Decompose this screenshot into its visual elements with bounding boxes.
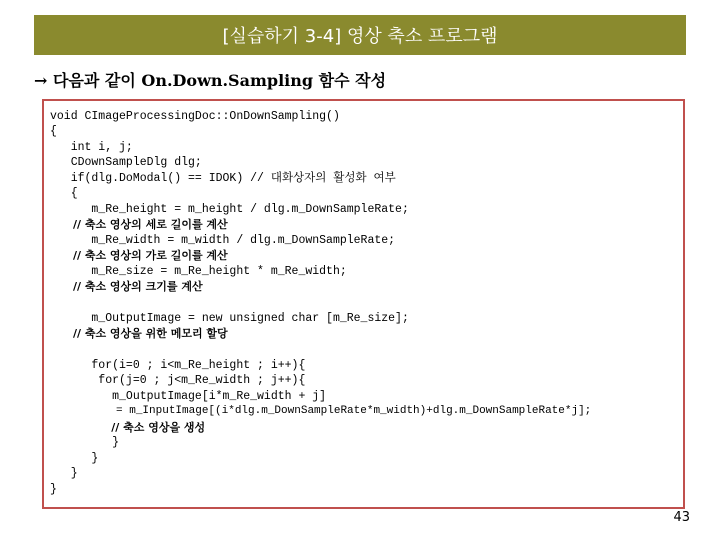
code-comment: // 축소 영상을 생성 — [50, 421, 206, 434]
code-comment: // 축소 영상을 위한 메모리 할당 — [50, 327, 228, 340]
code-block — [42, 99, 685, 509]
code-comment: // 축소 영상의 크기를 계산 — [50, 280, 203, 293]
page-number: 43 — [673, 510, 690, 525]
title-bar — [34, 15, 686, 55]
code-line: m_OutputImage[i*m_Re_width + j] — [50, 390, 327, 403]
code-line: } — [50, 452, 99, 465]
code-line: } — [50, 467, 78, 480]
code-line: = m_InputImage[(i*dlg.m_DownSampleRate*m_width)+dlg.m_DownSampleRate*j]; — [50, 405, 592, 417]
code-line: m_Re_width = m_width / dlg.m_DownSampleRate; — [50, 234, 396, 247]
code-line: int i, j; — [50, 141, 133, 154]
code-line: m_OutputImage = new unsigned char [m_Re_size]; — [50, 312, 409, 325]
code-line: } — [50, 483, 57, 496]
slide-subtitle: → 다음과 같이 On.Down.Sampling 함수 작성 — [34, 71, 387, 90]
code-comment: // 축소 영상의 가로 길이를 계산 — [50, 249, 228, 262]
code-line: m_Re_size = m_Re_height * m_Re_width; — [50, 265, 347, 278]
code-line: for(j=0 ; j<m_Re_width ; j++){ — [50, 374, 306, 387]
code-line: } — [50, 436, 120, 449]
code-line: for(i=0 ; i<m_Re_height ; i++){ — [50, 359, 306, 372]
code-line: { — [50, 187, 78, 200]
slide-title: [실습하기 3-4] 영상 축소 프로그램 — [222, 26, 498, 47]
code-line: void CImageProcessingDoc::OnDownSampling() — [50, 110, 340, 123]
code-line: m_Re_height = m_height / dlg.m_DownSampleRate; — [50, 203, 409, 216]
code-comment: // 축소 영상의 세로 길이를 계산 — [50, 218, 228, 231]
code-line: if(dlg.DoModal() == IDOK) // 대화상자의 활성화 여부 — [50, 172, 396, 185]
code-line: CDownSampleDlg dlg; — [50, 156, 202, 169]
code-line: { — [50, 125, 57, 138]
